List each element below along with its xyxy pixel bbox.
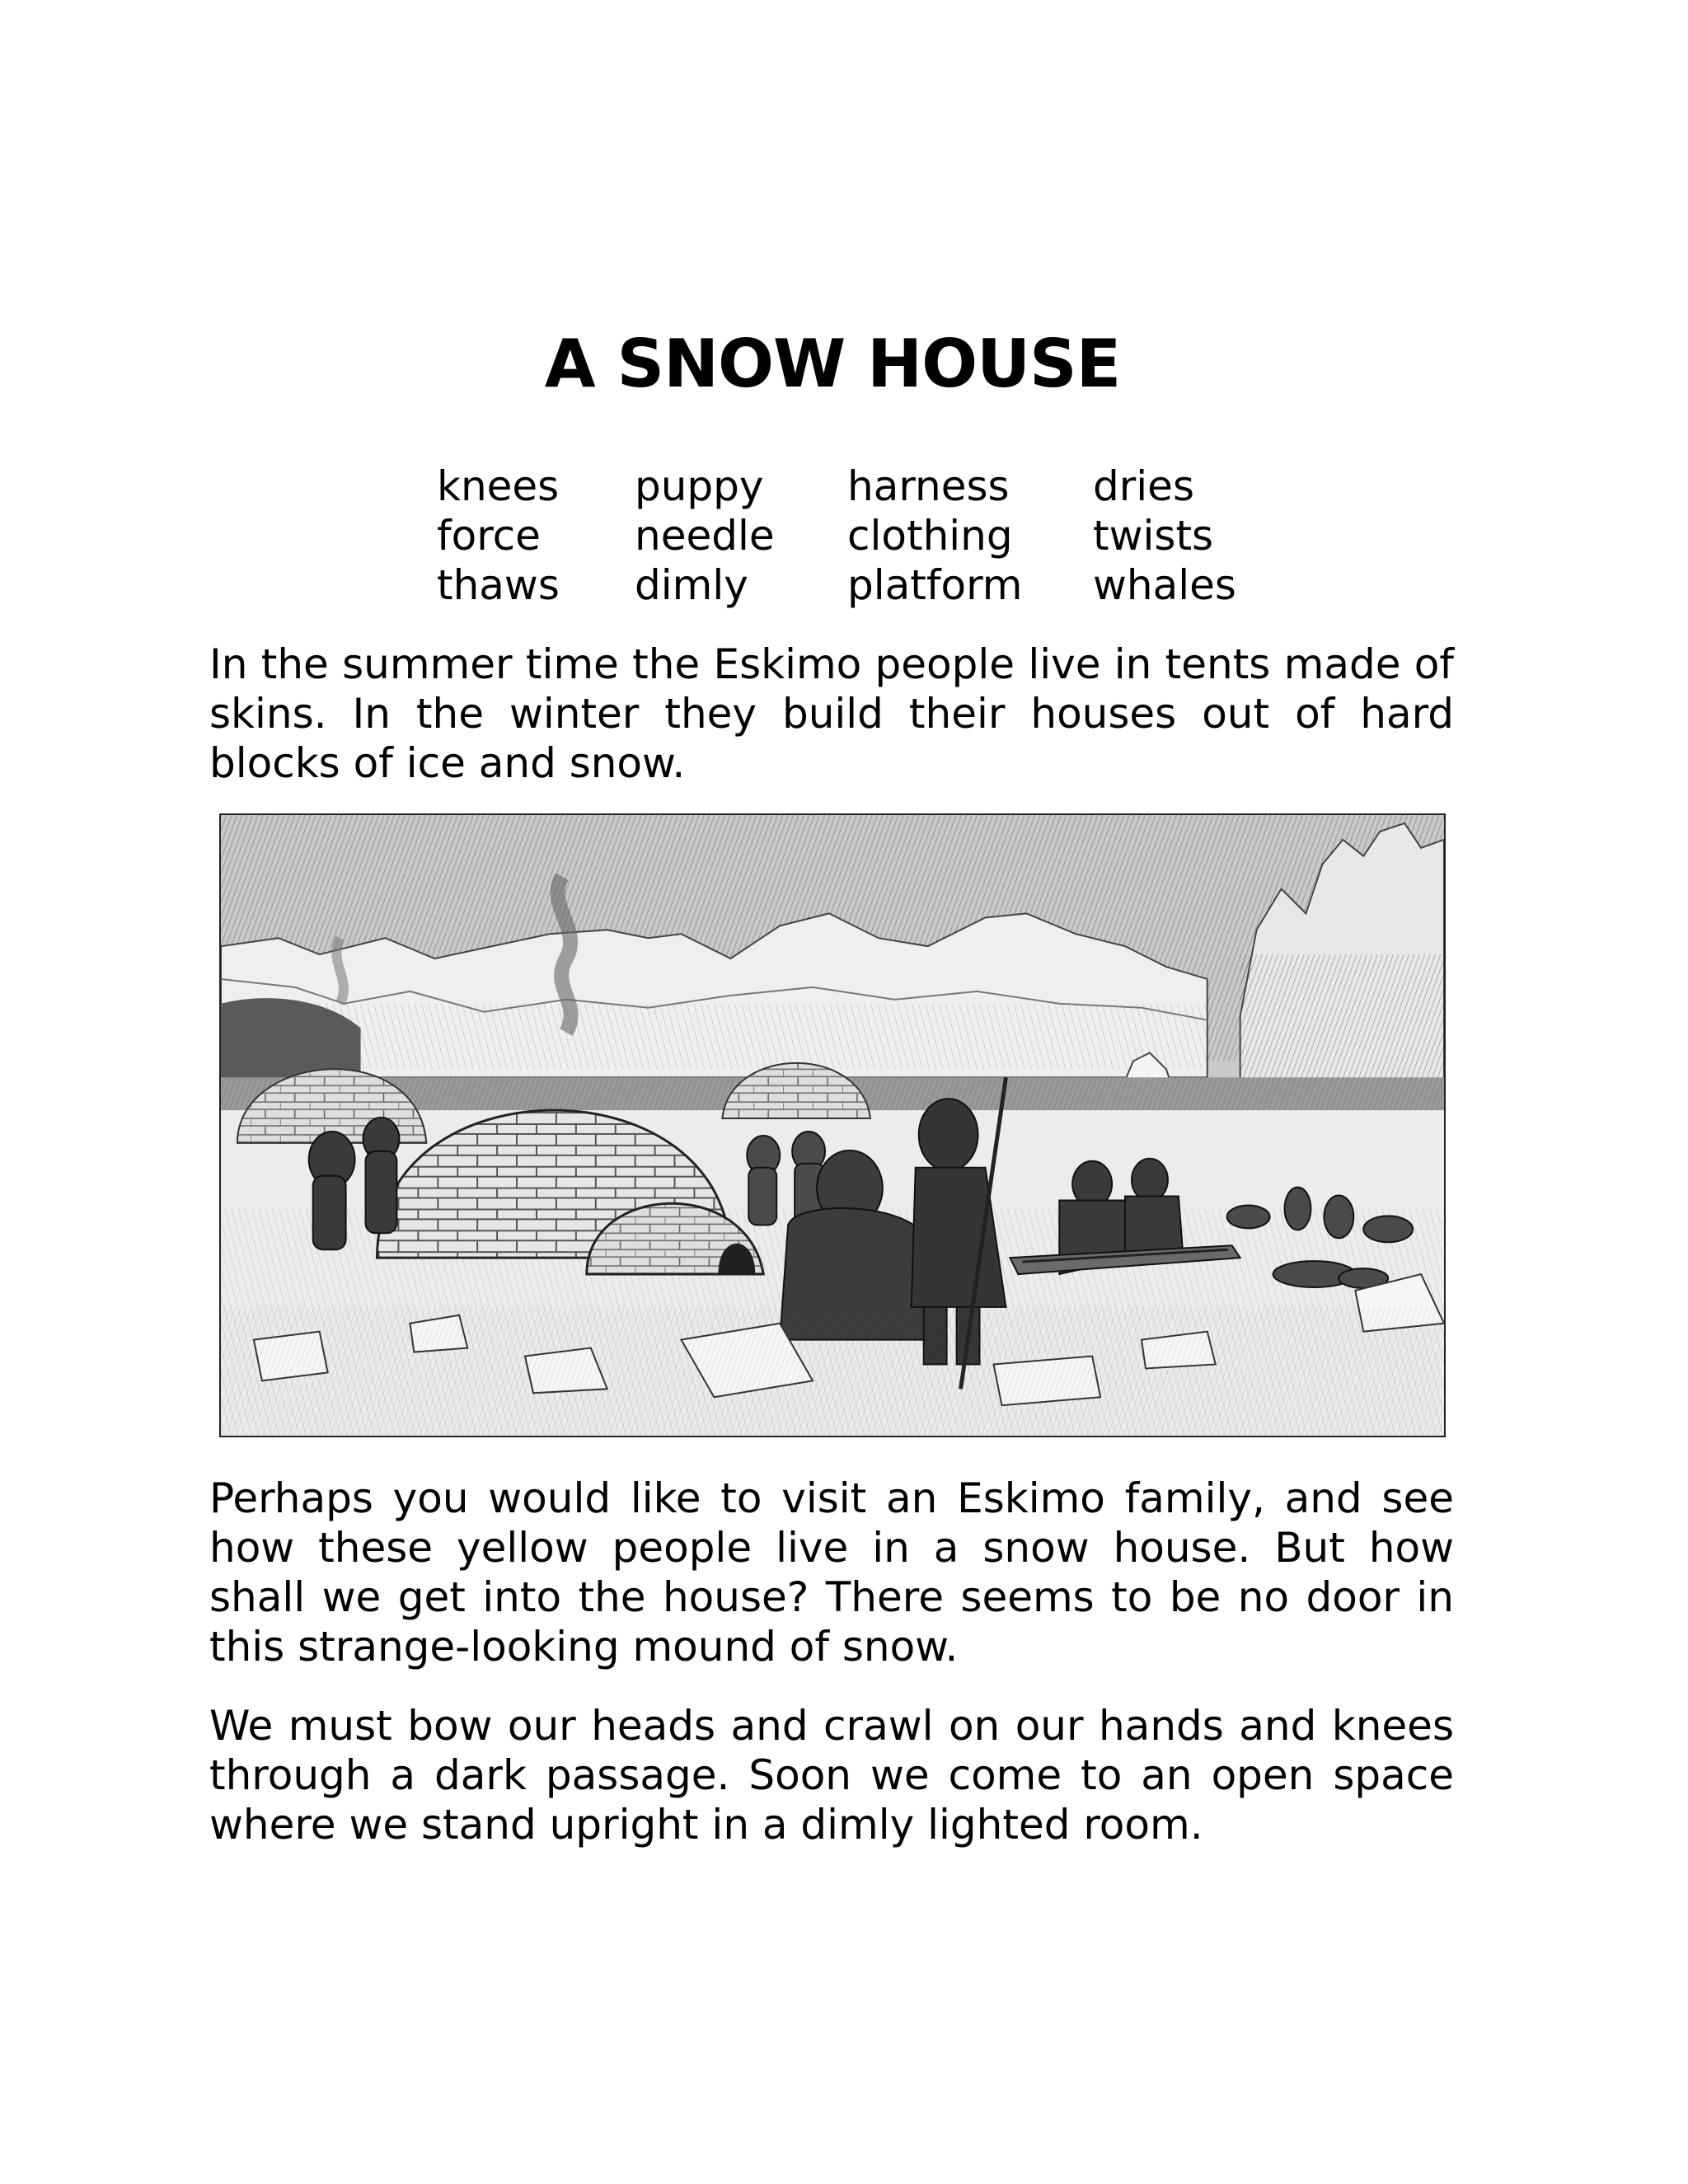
vocabulary-word: platform — [847, 561, 1023, 609]
vocabulary-word: knees — [437, 462, 560, 510]
vocabulary-row — [437, 560, 1261, 610]
vocabulary-word: force — [437, 512, 541, 560]
page-title: A SNOW HOUSE — [544, 326, 1121, 402]
igloo-village-engraving-icon — [221, 815, 1444, 1436]
vocabulary-word: harness — [847, 462, 1010, 510]
vocabulary-word: whales — [1093, 561, 1236, 609]
vocabulary-word: needle — [635, 512, 775, 560]
vocabulary-row — [437, 511, 1261, 560]
igloo-village-illustration — [219, 813, 1446, 1437]
paragraph-intro: In the summer time the Eskimo people live in tents made of skins. In the winter they build their houses out of hard blocks of ice and snow. — [209, 640, 1454, 787]
vocabulary-word: dimly — [635, 561, 748, 609]
vocabulary-word: clothing — [847, 512, 1013, 560]
vocabulary-row — [437, 462, 1261, 511]
vocabulary-word: twists — [1093, 512, 1214, 560]
vocabulary-word: puppy — [635, 462, 764, 510]
paragraph-passage: We must bow our heads and crawl on our hands and knees through a dark passage. Soon we come to an open space where we stand upright in a dimly lighted room. — [209, 1702, 1454, 1849]
vocabulary-word: dries — [1093, 462, 1194, 510]
vocabulary-word: thaws — [437, 561, 560, 609]
paragraph-visit: Perhaps you would like to visit an Eskimo family, and see how these yellow people live in a snow house. But how shall we get into the house? There seems to be no door in this strange-looking mound of snow. — [209, 1474, 1454, 1671]
vocabulary-list — [437, 462, 1261, 610]
